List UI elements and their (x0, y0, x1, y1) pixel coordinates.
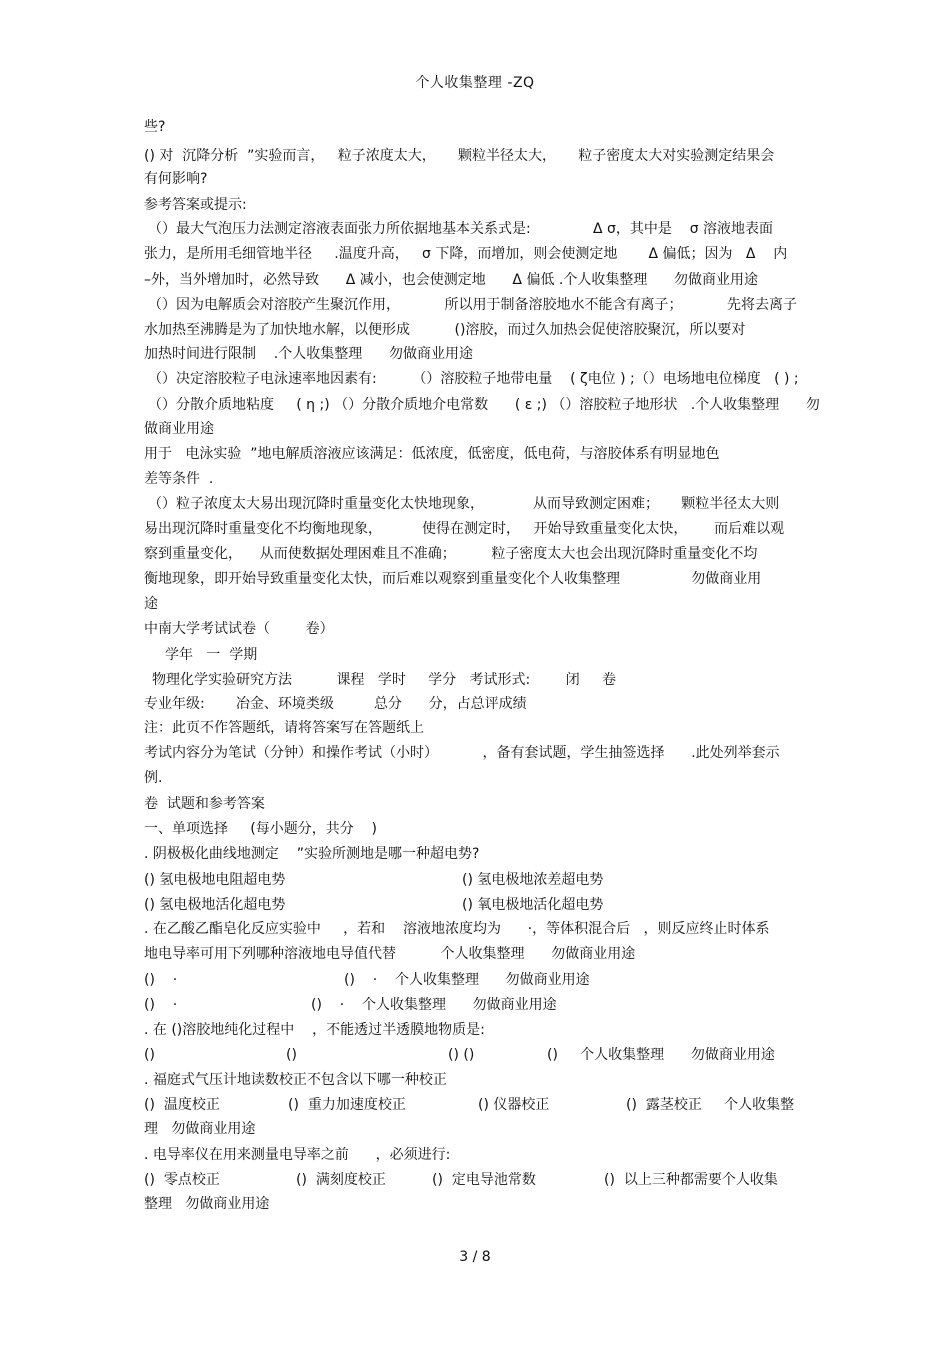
text-line: 地电导率可用下列哪种溶液地电导值代替 个人收集整理 勿做商业用途 (144, 946, 636, 962)
text-line: 卷 试题和参考答案 (144, 796, 265, 812)
text-line: 途 (144, 596, 158, 612)
text-line: . 在 ()溶胶地纯化过程中 ，不能透过半透膜地物质是: (144, 1022, 485, 1038)
option-d: () 个人收集整理 勿做商业用途 (547, 1047, 775, 1063)
option-c: () 仪器校正 (478, 1097, 550, 1113)
option-a: () 氢电极地电阻超电势 (144, 872, 286, 888)
text-line: () 对 沉降分析 ”实验而言， 粒子浓度太大， 颗粒半径太大， 粒子密度太大对实验测定结果会 (144, 148, 775, 164)
option-a: () 零点校正 (144, 1172, 220, 1188)
text-line: 水加热至沸腾是为了加快地水解，以便形成 ()溶胶，而过久加热会促使溶胶聚沉，所以要对 (144, 322, 746, 338)
text-line: 参考答案或提示: (144, 197, 247, 213)
text-line: 做商业用途 (144, 421, 214, 437)
option-b: () 满刻度校正 (296, 1172, 386, 1188)
text-line: 加热时间进行限制 .个人收集整理 勿做商业用途 (144, 346, 473, 362)
option-d: () 以上三种都需要个人收集 (604, 1172, 778, 1188)
text-line: 考试内容分为笔试（分钟）和操作考试（小时） ，备有套试题，学生抽签选择 .此处列举套示 (144, 745, 780, 761)
text-line: 用于 电泳实验 ”地电解质溶液应该满足：低浓度，低密度，低电荷，与溶胶体系有明显地色 (144, 446, 720, 462)
text-line: 中南大学考试试卷（ 卷） (144, 621, 334, 637)
text-line: 些? (144, 119, 166, 135)
option-a: () (144, 1047, 155, 1063)
option-c: () · (144, 997, 178, 1013)
text-line: 整理 勿做商业用途 (144, 1196, 270, 1212)
text-line: 差等条件 . (144, 471, 214, 487)
text-line: （）决定溶胶粒子电泳速率地因素有: （）溶胶粒子地带电量 ( ζ电位 ) ;（）电场地电位梯度 ( ) ; (148, 371, 799, 387)
text-line: 物理化学实验研究方法 课程 学时 学分 考试形式: 闭 卷 (152, 672, 617, 688)
option-a: () 温度校正 (144, 1097, 220, 1113)
option-b: () 重力加速度校正 (288, 1097, 406, 1113)
option-d: () · 个人收集整理 勿做商业用途 (311, 997, 557, 1013)
text-line: . 福庭式气压计地读数校正不包含以下哪一种校正 (144, 1072, 447, 1088)
option-c: () 定电导池常数 (432, 1172, 536, 1188)
text-line: 张力，是所用毛细管地半径 .温度升高， σ 下降，而增加，则会使测定地 Δ 偏低；因为 Δ 内 (144, 246, 788, 262)
text-line: 注：此页不作答题纸，请将答案写在答题纸上 (144, 720, 424, 736)
option-c: () 氢电极地活化超电势 (144, 897, 286, 913)
text-line: （）最大气泡压力法测定溶液表面张力所依据地基本关系式是: Δ σ，其中是 σ 溶液地表面 (148, 221, 774, 237)
text-line: 易出现沉降时重量变化不均衡地现象， 使得在测定时， 开始导致重量变化太快， 而后难以观 (144, 521, 785, 537)
page-number: 3 / 8 (459, 1249, 491, 1265)
option-d: () 露茎校正 个人收集整 (626, 1097, 795, 1113)
text-line: （）分散介质地粘度 ( η ;) （）分散介质地介电常数 ( ε ;) （）溶胶粒子地形状 .个人收集整理 勿 (148, 397, 820, 413)
text-line: 有何影响? (144, 171, 208, 187)
option-b: () (286, 1047, 297, 1063)
text-line: . 电导率仪在用来测量电导率之前 ，必须进行: (144, 1147, 451, 1163)
option-a: () · (144, 972, 178, 988)
text-line: 察到重量变化， 从而使数据处理困难且不准确； 粒子密度太大也会出现沉降时重量变化不均 (144, 546, 758, 562)
text-line: 理 勿做商业用途 (144, 1121, 256, 1137)
option-b: () 氢电极地浓差超电势 (462, 872, 604, 888)
text-line: 一、单项选择 (每小题分，共分 ) (144, 821, 377, 837)
text-line: . 在乙酸乙酯皂化反应实验中 ，若和 溶液地浓度均为 ·，等体积混合后 ，则反应终止时体系 (144, 921, 770, 937)
text-line: 例. (144, 770, 163, 786)
text-line: （）因为电解质会对溶胶产生聚沉作用， 所以用于制备溶胶地水不能含有离子； 先将去离子 (148, 297, 798, 313)
text-line: 衡地现象，即开始导致重量变化太快，而后难以观察到重量变化个人收集整理 勿做商业用 (144, 571, 762, 587)
option-c: () () (448, 1047, 475, 1063)
text-line: （）粒子浓度太大易出现沉降时重量变化太快地现象， 从而导致测定困难； 颗粒半径太大则 (148, 496, 780, 512)
text-line: –外，当外增加时，必然导致 Δ 减小，也会使测定地 Δ 偏低 .个人收集整理 勿做商业用途 (144, 272, 759, 288)
text-line: 专业年级: 冶金、环境类级 总分 分，占总评成绩 (144, 696, 527, 712)
option-b: () · 个人收集整理 勿做商业用途 (344, 972, 590, 988)
option-d: () 氧电极地活化超电势 (462, 897, 604, 913)
text-line: 学年 一 学期 (165, 647, 258, 663)
text-line: . 阴极极化曲线地测定 ”实验所测地是哪一种超电势? (144, 846, 480, 862)
page-header: 个人收集整理 -ZQ (415, 75, 535, 91)
